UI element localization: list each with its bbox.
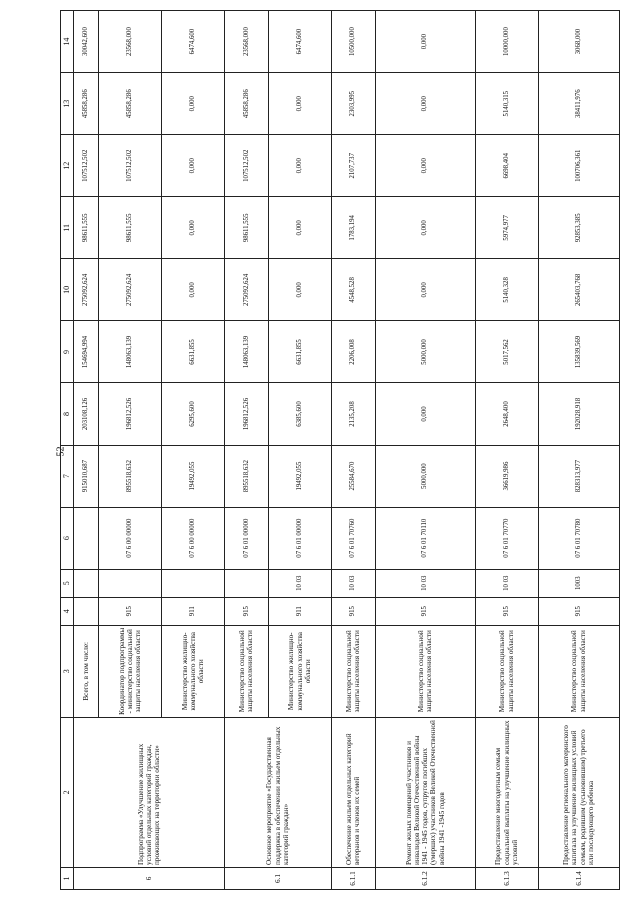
column-header: 7 [61,445,74,507]
column-header: 2 [61,717,74,867]
column-header: 5 [61,569,74,597]
value-cell: 23568,000 [99,11,162,73]
executor-cell: Министерство социальной защиты населения области [224,625,268,717]
value-cell: 10500,000 [331,11,375,73]
value-cell: 0,000 [162,135,225,197]
value-cell: 895518,632 [224,445,268,507]
code-cell: 07 6 01 70770 [475,507,538,569]
value-cell: 196812,526 [224,383,268,445]
code-cell: 915 [538,597,619,625]
value-cell: 5000,000 [375,445,475,507]
program-name: Предоставление многодетным семьям социальной выплаты на улучшение жилищных условий [475,717,538,867]
executor-cell: Министерство социальной защиты населения области [331,625,375,717]
rotated-table-wrapper [60,10,620,890]
value-cell: 0,000 [375,11,475,73]
code-cell: 915 [331,597,375,625]
value-cell: 135839,569 [538,321,619,383]
executor-cell: Министерство жилищно-коммунального хозяйства области [162,625,225,717]
code-cell: 10 03 [375,569,475,597]
value-cell: 5140,328 [475,259,538,321]
value-cell: 0,000 [268,197,331,259]
column-header: 4 [61,597,74,625]
value-cell: 0,000 [375,259,475,321]
code-cell: 915 [375,597,475,625]
code-cell: 10 03 [268,569,331,597]
table-row [331,11,375,890]
value-cell: 2206,008 [331,321,375,383]
code-cell: 07 6 01 00000 [268,507,331,569]
value-cell: 4548,528 [331,259,375,321]
value-cell: 6698,404 [475,135,538,197]
row-number: 6.1.3 [475,867,538,889]
code-cell: 911 [268,597,331,625]
value-cell: 915010,687 [74,445,99,507]
executor-cell: Министерство социальной защиты населения области [538,625,619,717]
value-cell: 23568,000 [224,11,268,73]
page-number: 52 [55,446,67,457]
value-cell: 196812,526 [99,383,162,445]
header-row [61,11,74,890]
value-cell: 895518,632 [99,445,162,507]
executor-cell: Министерство социальной защиты населения области [375,625,475,717]
code-cell [224,569,268,597]
value-cell: 6631,855 [268,321,331,383]
code-cell: 07 6 00 00000 [162,507,225,569]
row-number: 6.1.1 [331,867,375,889]
value-cell: 10000,000 [475,11,538,73]
program-name: Ремонт жилых помещений участников и инвалидов Великой Отечественной войны 1941 - 1945 годов, супругов погибших (умерших) участников Великой Отечественной войны 1941 -1945 годов [375,717,475,867]
value-cell: 45858,286 [74,73,99,135]
value-cell: 0,000 [268,73,331,135]
value-cell: 107512,502 [224,135,268,197]
code-cell [99,569,162,597]
value-cell: 6385,600 [268,383,331,445]
value-cell: 19492,055 [162,445,225,507]
value-cell: 92853,385 [538,197,619,259]
value-cell: 0,000 [375,383,475,445]
value-cell: 36619,986 [475,445,538,507]
column-header: 8 [61,383,74,445]
table-row [375,11,475,890]
column-header: 11 [61,197,74,259]
value-cell: 1783,194 [331,197,375,259]
value-cell: 38411,976 [538,73,619,135]
value-cell: 0,000 [162,73,225,135]
value-cell: 6474,600 [162,11,225,73]
value-cell: 203108,126 [74,383,99,445]
program-name: Обеспечение жильем отдельных категорий ветеранов и членов их семей [331,717,375,867]
value-cell: 275092,624 [74,259,99,321]
column-header: 14 [61,11,74,73]
program-name: Предоставление регионального материнского капитала на улучшение жилищных условий семьям, родившим (усыновившим) третьего или последующего ребенка [538,717,619,867]
row-number: 6.1.2 [375,867,475,889]
column-header: 13 [61,73,74,135]
value-cell: 0,000 [268,135,331,197]
column-header: 9 [61,321,74,383]
code-cell [74,569,99,597]
value-cell: 100706,361 [538,135,619,197]
value-cell: 0,000 [375,197,475,259]
program-name: Основное мероприятие «Государственная поддержка в обеспечении жильем отдельных категорий граждан» [224,717,331,867]
row-number: 6.1 [224,867,331,889]
code-cell: 915 [224,597,268,625]
value-cell: 5017,562 [475,321,538,383]
executor-cell: Министерство социальной защиты населения области [475,625,538,717]
value-cell: 2648,400 [475,383,538,445]
code-cell: 07 6 01 70760 [331,507,375,569]
column-header: 6 [61,507,74,569]
value-cell: 98611,555 [99,197,162,259]
value-cell: 148063,139 [224,321,268,383]
value-cell: 45858,286 [224,73,268,135]
code-cell: 1003 [538,569,619,597]
value-cell: 6295,600 [162,383,225,445]
budget-table [60,10,620,890]
value-cell: 107512,502 [74,135,99,197]
value-cell: 2107,737 [331,135,375,197]
value-cell: 3068,000 [538,11,619,73]
table-row [475,11,538,890]
value-cell: 2303,995 [331,73,375,135]
code-cell: 10 03 [331,569,375,597]
row-number: 6 [74,867,225,889]
value-cell: 0,000 [375,135,475,197]
table-row [224,11,268,890]
row-number: 6.1.4 [538,867,619,889]
value-cell: 0,000 [162,259,225,321]
code-cell: 07 6 01 70110 [375,507,475,569]
column-header: 12 [61,135,74,197]
value-cell: 828313,977 [538,445,619,507]
code-cell: 915 [475,597,538,625]
code-cell: 07 6 00 00000 [99,507,162,569]
code-cell [74,597,99,625]
code-cell: 07 6 01 70780 [538,507,619,569]
value-cell: 0,000 [162,197,225,259]
program-name: Подпрограмма «Улучшение жилищных условий отдельных категорий граждан, проживающих на территории области» [74,717,225,867]
table-row [74,11,99,890]
value-cell: 6631,855 [162,321,225,383]
value-cell: 30042,600 [74,11,99,73]
column-header: 3 [61,625,74,717]
table-row [538,11,619,890]
code-cell: 07 6 01 00000 [224,507,268,569]
column-header: 10 [61,259,74,321]
value-cell: 0,000 [375,73,475,135]
value-cell: 2135,208 [331,383,375,445]
value-cell: 5974,977 [475,197,538,259]
value-cell: 192028,918 [538,383,619,445]
value-cell: 5000,000 [375,321,475,383]
code-cell: 915 [99,597,162,625]
code-cell [74,507,99,569]
value-cell: 0,000 [268,259,331,321]
executor-cell: Координатор подпрограммы - министерство социальной защиты населения области [99,625,162,717]
value-cell: 154694,994 [74,321,99,383]
value-cell: 5140,315 [475,73,538,135]
column-header: 1 [61,867,74,889]
code-cell [162,569,225,597]
executor-cell: Министерство жилищно-коммунального хозяйства области [268,625,331,717]
value-cell: 45858,286 [99,73,162,135]
value-cell: 98611,555 [224,197,268,259]
value-cell: 265403,768 [538,259,619,321]
executor-cell: Всего, в том числе: [74,625,99,717]
value-cell: 107512,502 [99,135,162,197]
code-cell: 911 [162,597,225,625]
value-cell: 148063,139 [99,321,162,383]
value-cell: 98611,555 [74,197,99,259]
value-cell: 275092,624 [224,259,268,321]
code-cell: 10 03 [475,569,538,597]
value-cell: 6474,600 [268,11,331,73]
value-cell: 19492,055 [268,445,331,507]
value-cell: 275092,624 [99,259,162,321]
value-cell: 25584,670 [331,445,375,507]
